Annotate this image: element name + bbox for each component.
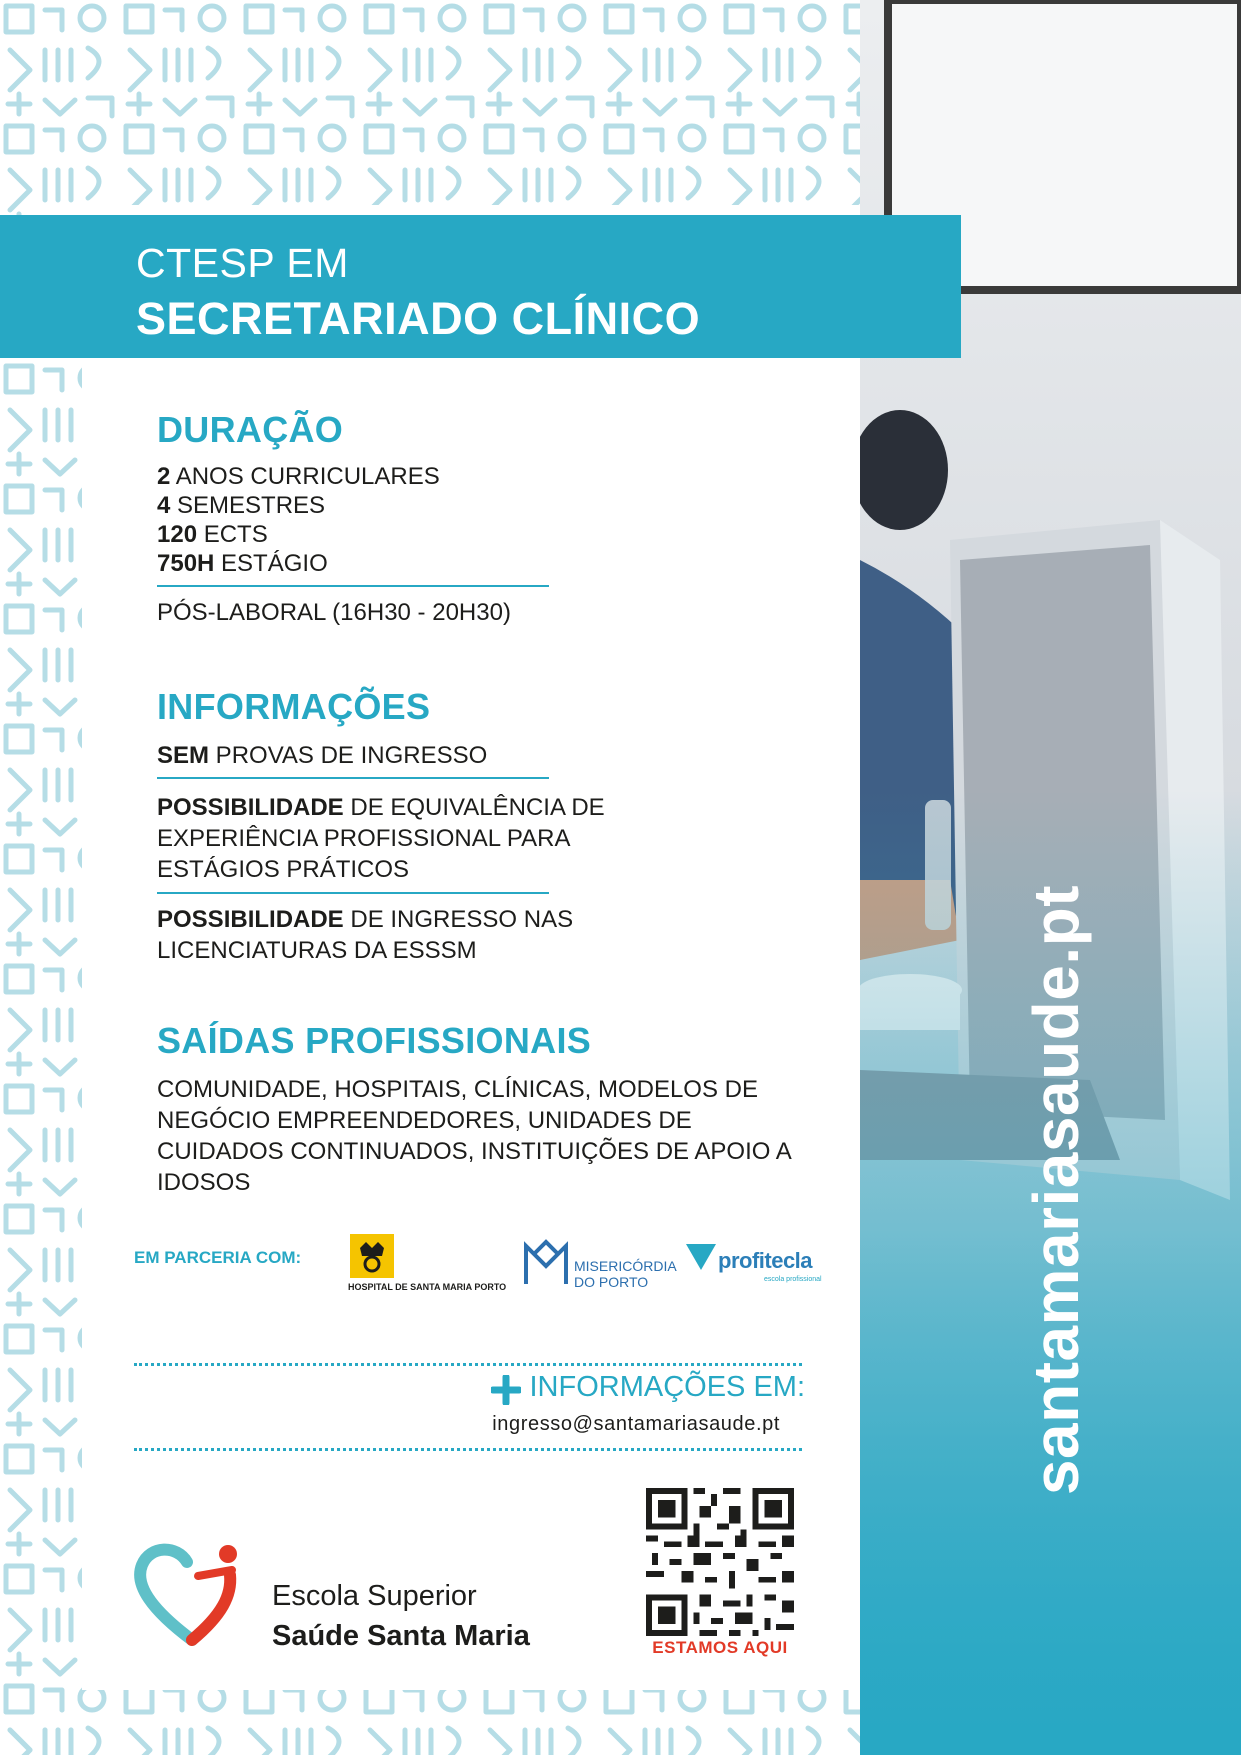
profitecla-sub: escola profissional [764, 1276, 822, 1283]
divider [157, 585, 549, 587]
dotted-divider [134, 1448, 802, 1451]
misericordia-line2: DO PORTO [574, 1274, 649, 1290]
contact-email[interactable]: ingresso@santamariasaude.pt [492, 1413, 780, 1435]
duration-item: 2 ANOS CURRICULARES [157, 463, 440, 490]
misericordia-logo [522, 1236, 682, 1292]
qr-code[interactable] [645, 1488, 795, 1636]
info-item: SEM PROVAS DE INGRESSO [157, 742, 488, 769]
divider [157, 892, 549, 894]
divider [157, 777, 549, 779]
plus-icon [491, 1375, 521, 1405]
hospital-name: HOSPITAL DE SANTA MARIA PORTO [348, 1282, 507, 1292]
hospital-logo [348, 1234, 508, 1292]
duration-item: 120 ECTS [157, 521, 268, 548]
contact-heading: INFORMAÇÕES EM: [529, 1371, 805, 1403]
careers-text: COMUNIDADE, HOSPITAIS, CLÍNICAS, MODELOS DE NEGÓCIO EMPREENDEDORES, UNIDADES DE CUIDADOS CONTINUADOS, INSTITUIÇÕES DE APOIO A IDOSOS [157, 1076, 791, 1196]
dotted-divider [134, 1363, 802, 1366]
duration-heading: DURAÇÃO [157, 409, 344, 450]
info-heading: INFORMAÇÕES [157, 686, 431, 727]
course-title: SECRETARIADO CLÍNICO [136, 293, 701, 344]
profitecla-name: profitecla [718, 1248, 813, 1273]
partners-label: EM PARCERIA COM: [134, 1248, 302, 1267]
schedule-text: PÓS-LABORAL (16H30 - 20H30) [157, 599, 511, 626]
info-item: POSSIBILIDADE DE EQUIVALÊNCIA DE EXPERIÊNCIA PROFISSIONAL PARA ESTÁGIOS PRÁTICOS [157, 794, 605, 883]
duration-item: 750H ESTÁGIO [157, 550, 328, 577]
school-logo [132, 1540, 252, 1650]
course-type: CTESP EM [136, 240, 349, 286]
misericordia-line1: MISERICÓRDIA [574, 1258, 677, 1274]
crown-logo-icon [350, 1234, 394, 1278]
school-name-line2: Saúde Santa Maria [272, 1620, 530, 1652]
duration-item: 4 SEMESTRES [157, 492, 326, 519]
website-url-vertical: santamariasaude.pt [1020, 884, 1092, 1496]
qr-label: ESTAMOS AQUI [652, 1638, 788, 1657]
misericordia-logo-icon [522, 1236, 570, 1288]
careers-heading: SAÍDAS PROFISSIONAIS [157, 1020, 592, 1061]
profitecla-logo-icon [686, 1244, 716, 1270]
info-item: POSSIBILIDADE DE INGRESSO NAS LICENCIATURAS DA ESSSM [157, 906, 574, 964]
profitecla-logo [686, 1244, 826, 1290]
school-name-line1: Escola Superior [272, 1580, 477, 1612]
heart-logo-icon [132, 1540, 252, 1650]
